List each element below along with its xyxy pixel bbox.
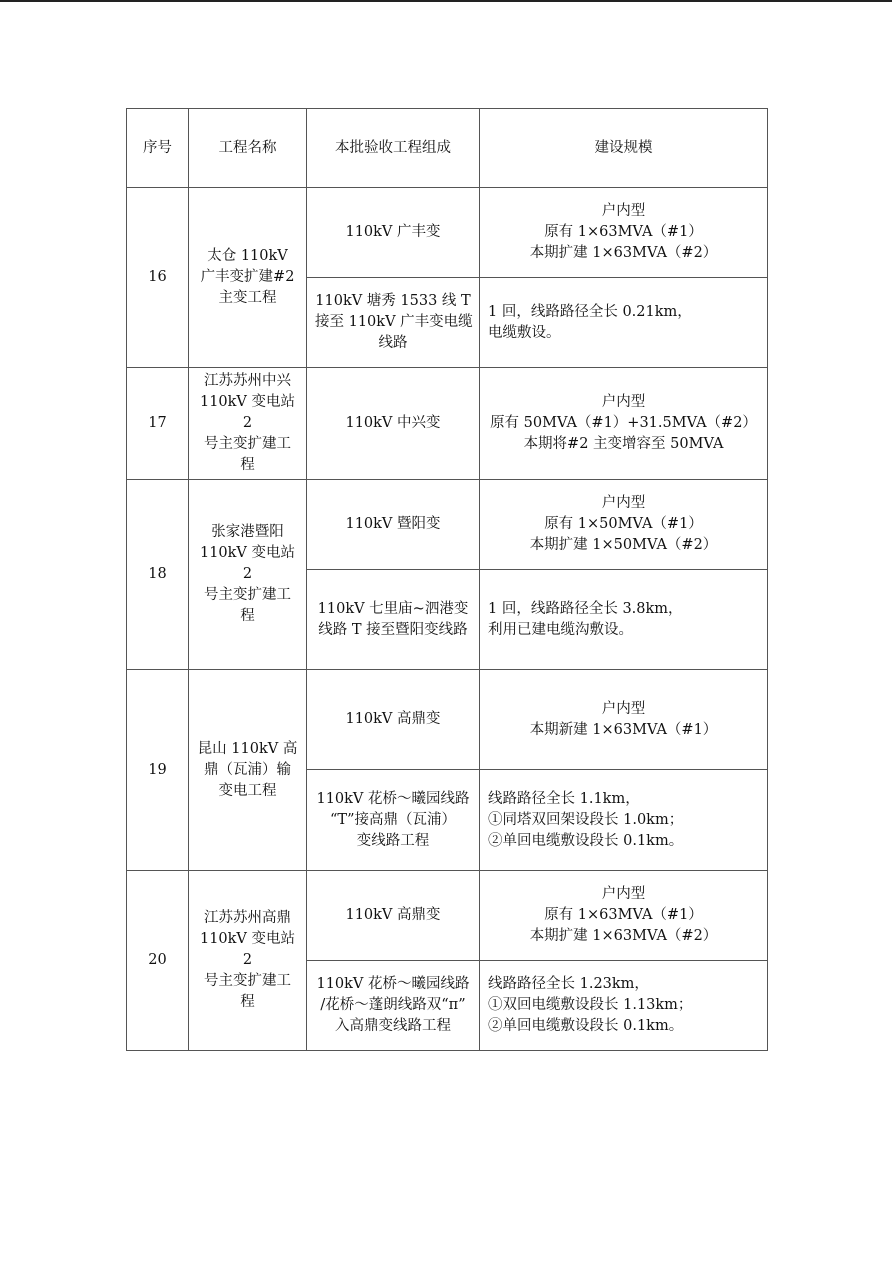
text-line: 线路 — [378, 335, 408, 351]
text-line: ①双回电缆敷设段长 1.13km； — [488, 997, 693, 1013]
text-line: 江苏苏州中兴 — [204, 373, 291, 389]
table-row — [127, 188, 768, 278]
text-line: 昆山 110kV 高 — [197, 740, 298, 757]
project-name — [189, 368, 307, 480]
scale-cell — [480, 961, 768, 1051]
component-cell — [307, 278, 480, 368]
row-seq: 18 — [127, 480, 189, 670]
text-line: “T”接高鼎（瓦浦） — [330, 811, 456, 828]
text-line: 张家港暨阳 — [211, 524, 284, 540]
page-top-rule — [0, 0, 892, 2]
text-line: /花桥～蓬朗线路双“π” — [320, 997, 466, 1013]
project-name — [189, 871, 307, 1051]
text-line: 接至 110kV 广丰变电缆 — [315, 314, 473, 330]
text-line: 原有 1×63MVA（#1） — [544, 224, 703, 240]
row-seq: 17 — [127, 368, 189, 480]
row-seq: 20 — [127, 871, 189, 1051]
text-line: 110kV 塘秀 1533 线 T — [315, 293, 471, 309]
scale-cell — [480, 871, 768, 961]
text-line: 号主变扩建工 — [204, 436, 291, 452]
text-line: 1 回，线路路径全长 0.21km， — [488, 303, 692, 320]
text-line: 江苏苏州高鼎 — [204, 910, 291, 926]
text-line: 110kV 广丰变 — [345, 224, 441, 240]
table-row — [127, 480, 768, 570]
component-cell — [307, 961, 480, 1051]
component-cell — [307, 188, 480, 278]
scale-cell — [480, 770, 768, 871]
text-line: 变线路工程 — [356, 832, 430, 849]
text-line: 110kV 变电站 2 — [199, 545, 296, 582]
text-line: 110kV 变电站 2 — [199, 394, 296, 431]
project-name — [189, 670, 307, 871]
scale-cell — [480, 480, 768, 570]
text-line: 程 — [240, 994, 255, 1010]
text-line: 主变工程 — [218, 290, 277, 306]
text-line: 户内型 — [601, 700, 646, 717]
component-cell — [307, 770, 480, 871]
text-line: 本期扩建 1×63MVA（#2） — [529, 245, 718, 261]
component-cell — [307, 670, 480, 770]
header-name: 工程名称 — [189, 109, 307, 188]
text-line: 号主变扩建工 — [204, 587, 291, 603]
project-name — [189, 188, 307, 368]
text-line: 广丰变扩建#2 — [200, 269, 295, 285]
text-line: 程 — [240, 457, 255, 473]
text-line: 1 回，线路路径全长 3.8km， — [488, 600, 683, 617]
text-line: 110kV 中兴变 — [345, 415, 441, 431]
scale-cell — [480, 278, 768, 368]
scale-cell — [480, 570, 768, 670]
text-line: 110kV 暨阳变 — [345, 516, 441, 532]
text-line: 110kV 高鼎变 — [345, 907, 441, 923]
text-line: 本期扩建 1×50MVA（#2） — [529, 537, 718, 553]
table-row — [127, 871, 768, 961]
text-line: 入高鼎变线路工程 — [335, 1018, 451, 1034]
scale-cell — [480, 670, 768, 770]
text-line: 户内型 — [601, 886, 646, 902]
text-line: 太仓 110kV — [207, 248, 288, 264]
table-row — [127, 368, 768, 480]
text-line: 号主变扩建工 — [204, 973, 291, 989]
table-row — [127, 670, 768, 770]
header-seq: 序号 — [127, 109, 189, 188]
header-components: 本批验收工程组成 — [307, 109, 480, 188]
text-line: 原有 50MVA（#1）+31.5MVA（#2） — [490, 415, 757, 431]
text-line: 利用已建电缆沟敷设。 — [488, 621, 633, 638]
row-seq: 16 — [127, 188, 189, 368]
acceptance-table — [126, 108, 768, 1051]
text-line: 本期扩建 1×63MVA（#2） — [529, 928, 718, 944]
text-line: 线路路径全长 1.23km， — [488, 976, 649, 992]
text-line: 原有 1×63MVA（#1） — [544, 907, 703, 923]
text-line: 户内型 — [601, 495, 646, 511]
text-line: 110kV 高鼎变 — [345, 711, 441, 727]
text-line: 本期将#2 主变增容至 50MVA — [523, 436, 724, 452]
text-line: 本期新建 1×63MVA（#1） — [529, 721, 718, 738]
scale-cell — [480, 368, 768, 480]
header-scale: 建设规模 — [480, 109, 768, 188]
component-cell — [307, 480, 480, 570]
component-cell — [307, 368, 480, 480]
text-line: 变电工程 — [218, 782, 277, 799]
text-line: 110kV 变电站 2 — [199, 931, 296, 968]
text-line: 鼎（瓦浦）输 — [204, 761, 291, 778]
scale-cell — [480, 188, 768, 278]
text-line: ②单回电缆敷设段长 0.1km。 — [488, 1018, 684, 1034]
project-name — [189, 480, 307, 670]
text-line: 110kV 花桥～曦园线路 — [316, 790, 470, 807]
header-row — [127, 109, 768, 188]
text-line: 电缆敷设。 — [488, 324, 561, 341]
text-line: 线路 T 接至暨阳变线路 — [318, 621, 468, 638]
text-line: 110kV 花桥～曦园线路 — [316, 976, 470, 992]
component-cell — [307, 570, 480, 670]
row-seq: 19 — [127, 670, 189, 871]
text-line: ②单回电缆敷设段长 0.1km。 — [488, 832, 684, 849]
text-line: 110kV 七里庙~泗港变 — [317, 600, 469, 617]
text-line: 原有 1×50MVA（#1） — [544, 516, 703, 532]
component-cell — [307, 871, 480, 961]
text-line: 程 — [240, 608, 255, 624]
text-line: 户内型 — [601, 203, 646, 219]
text-line: ①同塔双回架设段长 1.0km； — [488, 811, 684, 828]
text-line: 线路路径全长 1.1km， — [488, 790, 640, 807]
text-line: 户内型 — [601, 394, 646, 410]
